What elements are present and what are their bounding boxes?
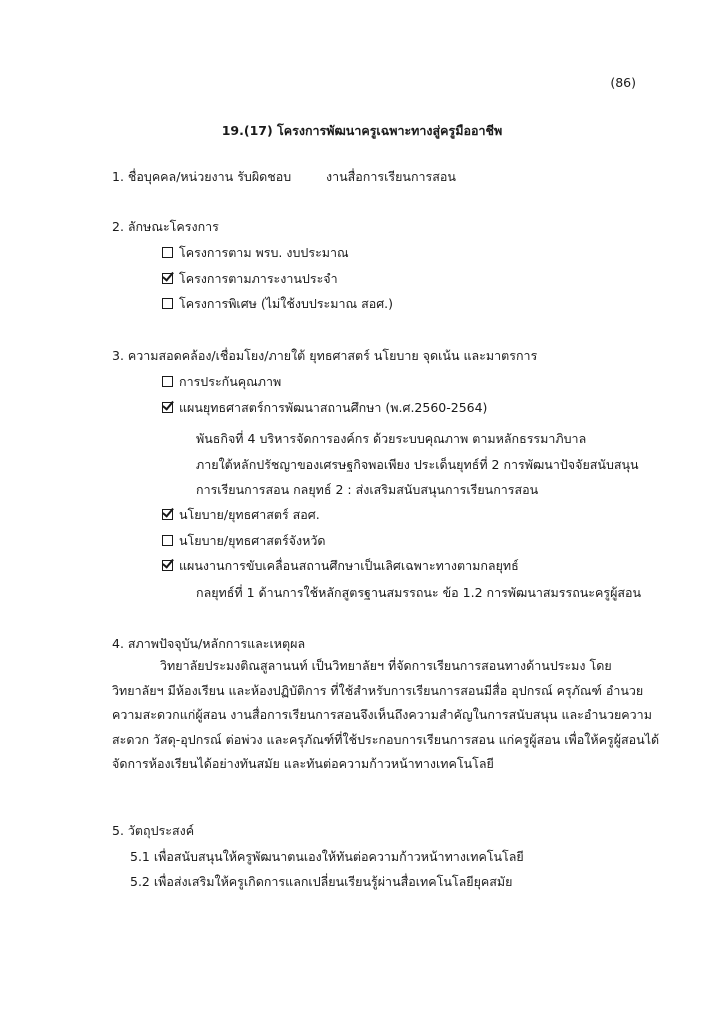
checkbox-icon[interactable]	[162, 298, 173, 309]
item-label: นโยบาย/ยุทธศาสตร์จังหวัด	[179, 533, 326, 548]
item-detail: ภายใต้หลักปรัชญาของเศรษฐกิจพอเพียง ประเด็นยุทธ์ที่ 2 การพัฒนาปัจจัยสนับสนุน	[196, 457, 639, 472]
option-label: โครงการพิเศษ (ไม่ใช้งบประมาณ สอศ.)	[179, 296, 393, 311]
objective-item: 5.1 เพื่อสนับสนุนให้ครูพัฒนาตนเองให้ทันต่อความก้าวหน้าทางเทคโนโลยี	[130, 849, 524, 864]
checked-checkbox-icon[interactable]	[162, 402, 173, 413]
checkbox-icon[interactable]	[162, 376, 173, 387]
alignment-item	[162, 506, 320, 524]
item-label: การประกันคุณภาพ	[179, 374, 282, 389]
paragraph-line: จัดการห้องเรียนได้อย่างทันสมัย และทันต่อความก้าวหน้าทางเทคโนโลยี	[112, 756, 494, 771]
section1-value: งานสื่อการเรียนการสอน	[326, 169, 456, 184]
paragraph-line: สะดวก วัสดุ-อุปกรณ์ ต่อพ่วง และครุภัณฑ์ที่ใช้ประกอบการเรียนการสอน แก่ครูผู้สอน เพื่อให้ครูผู้สอนได้	[112, 731, 660, 747]
alignment-item	[162, 532, 325, 550]
checked-checkbox-icon[interactable]	[162, 509, 173, 520]
paragraph-line: วิทยาลัยฯ มีห้องเรียน และห้องปฏิบัติการ ที่ใช้สำหรับการเรียนการสอนมีสื่อ อุปกรณ์ ครุภัณฑ์ อำนวย	[112, 682, 644, 698]
item-detail: พันธกิจที่ 4 บริหารจัดการองค์กร ด้วยระบบคุณภาพ ตามหลักธรรมาภิบาล	[196, 431, 587, 446]
checked-checkbox-icon[interactable]	[162, 273, 173, 284]
project-type-option	[162, 244, 349, 262]
project-type-option	[162, 270, 338, 288]
page-number: (86)	[610, 75, 636, 90]
checkbox-icon[interactable]	[162, 535, 173, 546]
section1-label: 1. ชื่อบุคคล/หน่วยงาน รับผิดชอบ	[112, 169, 292, 184]
alignment-item	[162, 399, 487, 417]
checkbox-icon[interactable]	[162, 247, 173, 258]
item-detail: การเรียนการสอน กลยุทธ์ 2 : ส่งเสริมสนับสนุนการเรียนการสอน	[196, 482, 539, 497]
checked-checkbox-icon[interactable]	[162, 560, 173, 571]
alignment-item	[162, 373, 281, 391]
item-detail: กลยุทธ์ที่ 1 ด้านการใช้หลักสูตรฐานสมรรถนะ ข้อ 1.2 การพัฒนาสมรรถนะครูผู้สอน	[196, 585, 642, 600]
item-label: แผนยุทธศาสตร์การพัฒนาสถานศึกษา (พ.ศ.2560-2564)	[179, 400, 488, 415]
item-label: แผนงานการขับเคลื่อนสถานศึกษาเป็นเลิศเฉพาะทางตามกลยุทธ์	[179, 558, 519, 573]
project-type-option	[162, 295, 393, 313]
paragraph-line: ความสะดวกแก่ผู้สอน งานสื่อการเรียนการสอนจึงเห็นถึงความสำคัญในการสนับสนุน และอำนวยความ	[112, 707, 652, 722]
rationale-paragraph	[112, 654, 660, 777]
section3-label: 3. ความสอดคล้อง/เชื่อมโยง/ภายใต้ ยุทธศาสตร์ นโยบาย จุดเน้น และมาตรการ	[112, 348, 538, 363]
option-label: โครงการตาม พรบ. งบประมาณ	[179, 245, 349, 260]
item-label: นโยบาย/ยุทธศาสตร์ สอศ.	[179, 507, 320, 522]
document-title: 19.(17) โครงการพัฒนาครูเฉพาะทางสู่ครูมืออาชีพ	[221, 123, 503, 138]
section5-label: 5. วัตถุประสงค์	[112, 823, 195, 838]
section2-label: 2. ลักษณะโครงการ	[112, 219, 219, 234]
objective-item: 5.2 เพื่อส่งเสริมให้ครูเกิดการแลกเปลี่ยนเรียนรู้ผ่านสื่อเทคโนโลยียุคสมัย	[130, 874, 513, 889]
alignment-item	[162, 557, 519, 575]
paragraph-line: วิทยาลัยประมงติณสูลานนท์ เป็นวิทยาลัยฯ ที่จัดการเรียนการสอนทางด้านประมง โดย	[160, 658, 612, 673]
section4-label: 4. สภาพปัจจุบัน/หลักการและเหตุผล	[112, 636, 306, 651]
option-label: โครงการตามภาระงานประจำ	[179, 271, 338, 286]
